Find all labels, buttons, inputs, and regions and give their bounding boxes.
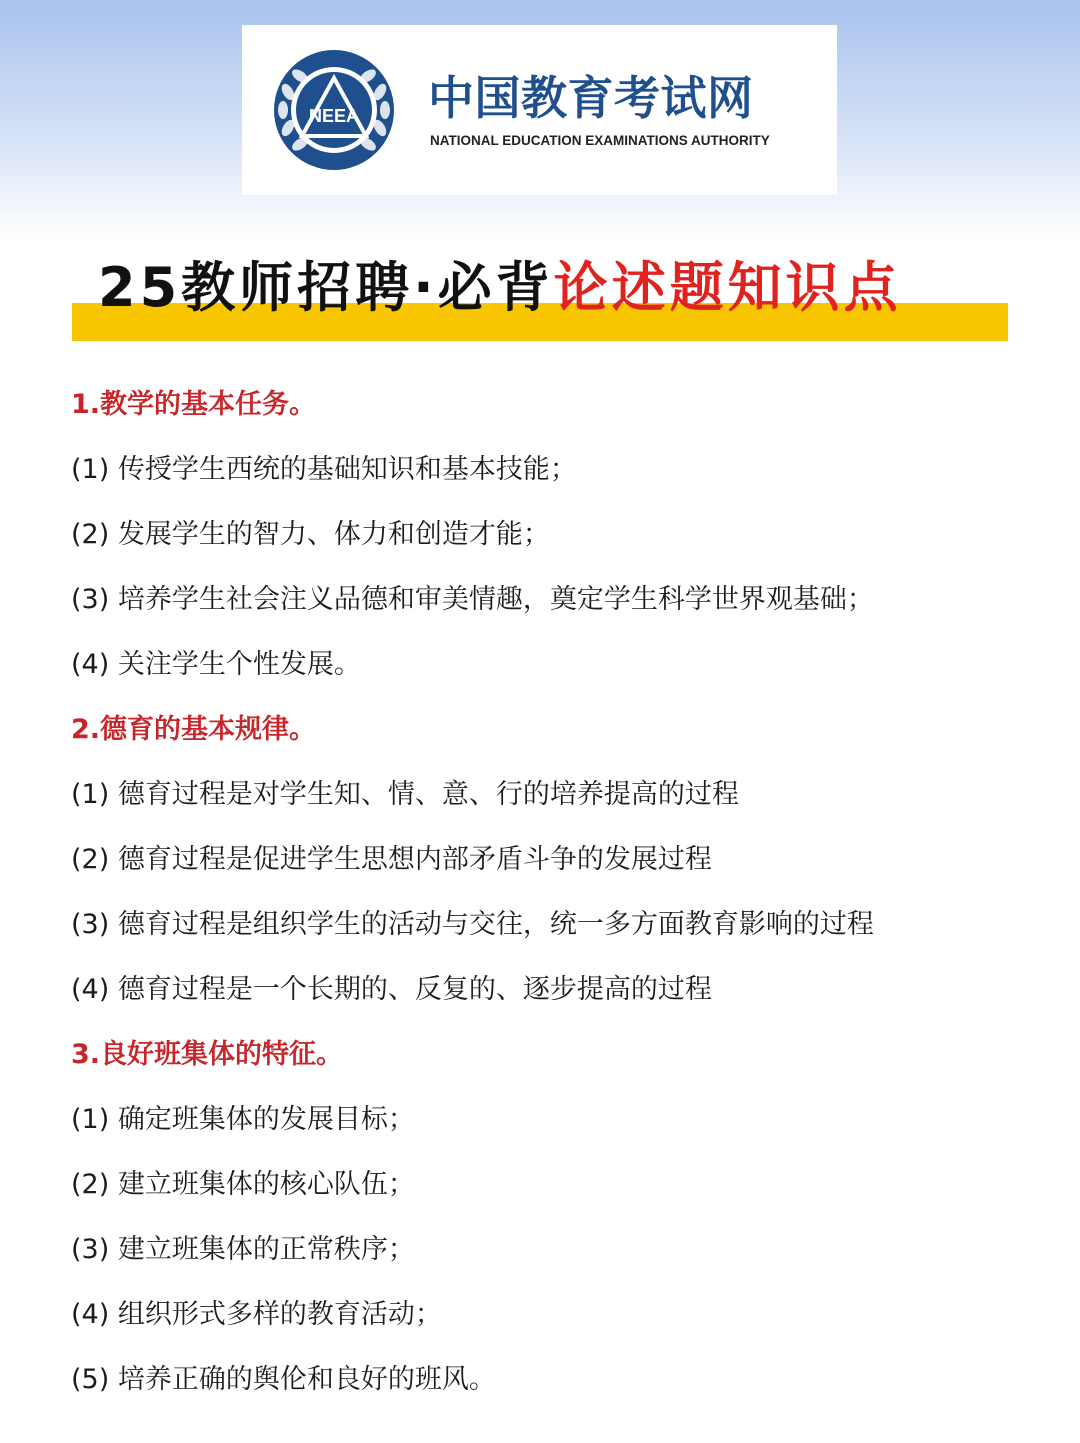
list-item: (1) 确定班集体的发展目标；	[71, 1104, 415, 1135]
list-item: (1) 传授学生西统的基础知识和基本技能；	[71, 454, 577, 485]
logo-title-en: NATIONAL EDUCATION EXAMINATIONS AUTHORITY	[430, 133, 770, 148]
list-item: (1) 德育过程是对学生知、情、意、行的培养提高的过程	[71, 779, 739, 810]
section-heading-3: 3.良好班集体的特征。	[71, 1039, 344, 1070]
emblem-text: NEEA	[308, 106, 360, 126]
list-item: (2) 德育过程是促进学生思想内部矛盾斗争的发展过程	[71, 844, 712, 875]
page-title	[98, 252, 902, 324]
list-item: (3) 建立班集体的正常秩序；	[71, 1234, 415, 1265]
list-item: (3) 培养学生社会注义品德和审美情趣，奠定学生科学世界观基础；	[71, 584, 874, 615]
list-item: (3) 德育过程是组织学生的活动与交往，统一多方面教育影响的过程	[71, 909, 874, 940]
list-item: (5) 培养正确的舆伦和良好的班风。	[71, 1364, 496, 1395]
logo-title-cn: 中国教育考试网	[428, 71, 754, 125]
list-item: (4) 组织形式多样的教育活动；	[71, 1299, 442, 1330]
list-item: (2) 发展学生的智力、体力和创造才能；	[71, 519, 550, 550]
page-title-red: 论述题知识点	[553, 256, 902, 319]
list-item: (2) 建立班集体的核心队伍；	[71, 1169, 415, 1200]
section-heading-1: 1.教学的基本任务。	[71, 389, 317, 420]
list-item: (4) 关注学生个性发展。	[71, 649, 361, 680]
section-heading-2: 2.德育的基本规律。	[71, 714, 317, 745]
neea-emblem-icon	[270, 48, 398, 172]
page-title-black: 25教师招聘·必背	[98, 256, 554, 319]
list-item: (4) 德育过程是一个长期的、反复的、逐步提高的过程	[71, 974, 712, 1005]
